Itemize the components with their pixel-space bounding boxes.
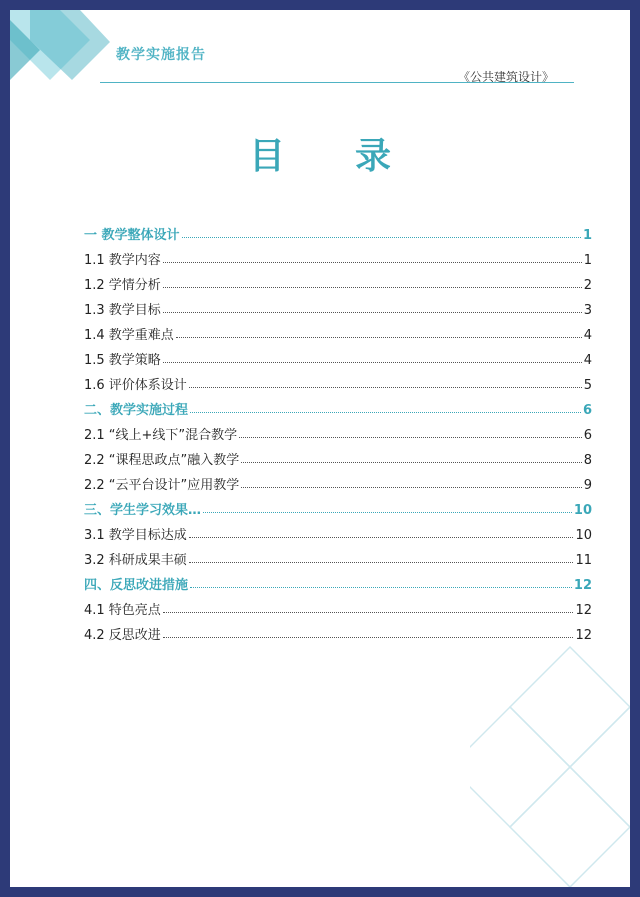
toc-page-number: 10 [575, 528, 592, 543]
toc-entry-label: 一 教学整体设计 [84, 228, 180, 243]
toc-dot-leader [203, 512, 572, 513]
toc-dot-leader [163, 362, 582, 363]
toc-subsection-entry [84, 293, 592, 318]
toc-entry-label: 4.2 反思改进 [84, 628, 161, 643]
toc-dot-leader [182, 237, 581, 238]
toc-subsection-entry [84, 318, 592, 343]
table-of-contents [84, 218, 592, 643]
toc-subsection-entry [84, 468, 592, 493]
toc-dot-leader [176, 337, 582, 338]
toc-entry-label: 1.6 评价体系设计 [84, 378, 187, 393]
toc-section-entry [84, 393, 592, 418]
toc-subsection-entry [84, 593, 592, 618]
toc-heading: 目录 [248, 136, 461, 177]
toc-page-number: 6 [583, 428, 592, 443]
toc-subsection-entry [84, 418, 592, 443]
toc-dot-leader [190, 587, 572, 588]
toc-subsection-entry [84, 268, 592, 293]
toc-entry-label: 二、教学实施过程 [84, 403, 189, 418]
toc-subsection-entry [84, 343, 592, 368]
toc-dot-leader [241, 462, 581, 463]
toc-dot-leader [163, 612, 574, 613]
toc-page-number: 12 [575, 628, 592, 643]
toc-section-entry [84, 493, 592, 518]
toc-dot-leader [241, 487, 581, 488]
toc-dot-leader [190, 412, 581, 413]
toc-entry-label: 2.2 “云平台设计”应用教学 [84, 478, 240, 493]
toc-page-number: 9 [583, 478, 592, 493]
toc-entry-label: 1.2 学情分析 [84, 278, 161, 293]
toc-page-number: 5 [583, 378, 592, 393]
toc-page-number: 4 [583, 353, 592, 368]
toc-dot-leader [189, 537, 574, 538]
toc-page-number: 3 [583, 303, 592, 318]
toc-page-number: 8 [583, 453, 592, 468]
toc-dot-leader [163, 262, 582, 263]
toc-entry-label: 1.5 教学策略 [84, 353, 161, 368]
toc-page-number: 12 [575, 603, 592, 618]
course-name: 《公共建筑设计》 [458, 70, 555, 84]
document-page [10, 10, 630, 887]
toc-subsection-entry [84, 443, 592, 468]
toc-page-number: 1 [582, 228, 592, 243]
toc-page-number: 10 [573, 503, 592, 518]
header-decoration [10, 10, 120, 90]
toc-page-number: 11 [575, 553, 592, 568]
toc-entry-label: 四、反思改进措施 [84, 578, 189, 593]
toc-section-entry [84, 218, 592, 243]
toc-subsection-entry [84, 368, 592, 393]
toc-dot-leader [189, 562, 574, 563]
toc-subsection-entry [84, 243, 592, 268]
toc-dot-leader [239, 437, 582, 438]
report-title: 教学实施报告 [116, 47, 206, 63]
toc-entry-label: 1.1 教学内容 [84, 253, 161, 268]
toc-dot-leader [189, 387, 582, 388]
toc-subsection-entry [84, 518, 592, 543]
toc-page-number: 6 [582, 403, 592, 418]
toc-page-number: 2 [583, 278, 592, 293]
toc-entry-label: 3.2 科研成果丰硕 [84, 553, 187, 568]
toc-entry-label: 1.4 教学重难点 [84, 328, 174, 343]
toc-dot-leader [163, 287, 582, 288]
toc-entry-label: 3.1 教学目标达成 [84, 528, 187, 543]
background-diamond-pattern [470, 637, 630, 887]
toc-subsection-entry [84, 543, 592, 568]
toc-entry-label: 1.3 教学目标 [84, 303, 161, 318]
toc-section-entry [84, 568, 592, 593]
toc-page-number: 1 [583, 253, 592, 268]
toc-dot-leader [163, 312, 582, 313]
toc-entry-label: 三、学生学习效果… [84, 503, 202, 518]
header-divider [100, 82, 574, 83]
toc-page-number: 4 [583, 328, 592, 343]
toc-entry-label: 2.2 “课程思政点”融入教学 [84, 453, 240, 468]
toc-entry-label: 4.1 特色亮点 [84, 603, 161, 618]
toc-page-number: 12 [573, 578, 592, 593]
toc-entry-label: 2.1 “线上+线下”混合教学 [84, 428, 238, 443]
